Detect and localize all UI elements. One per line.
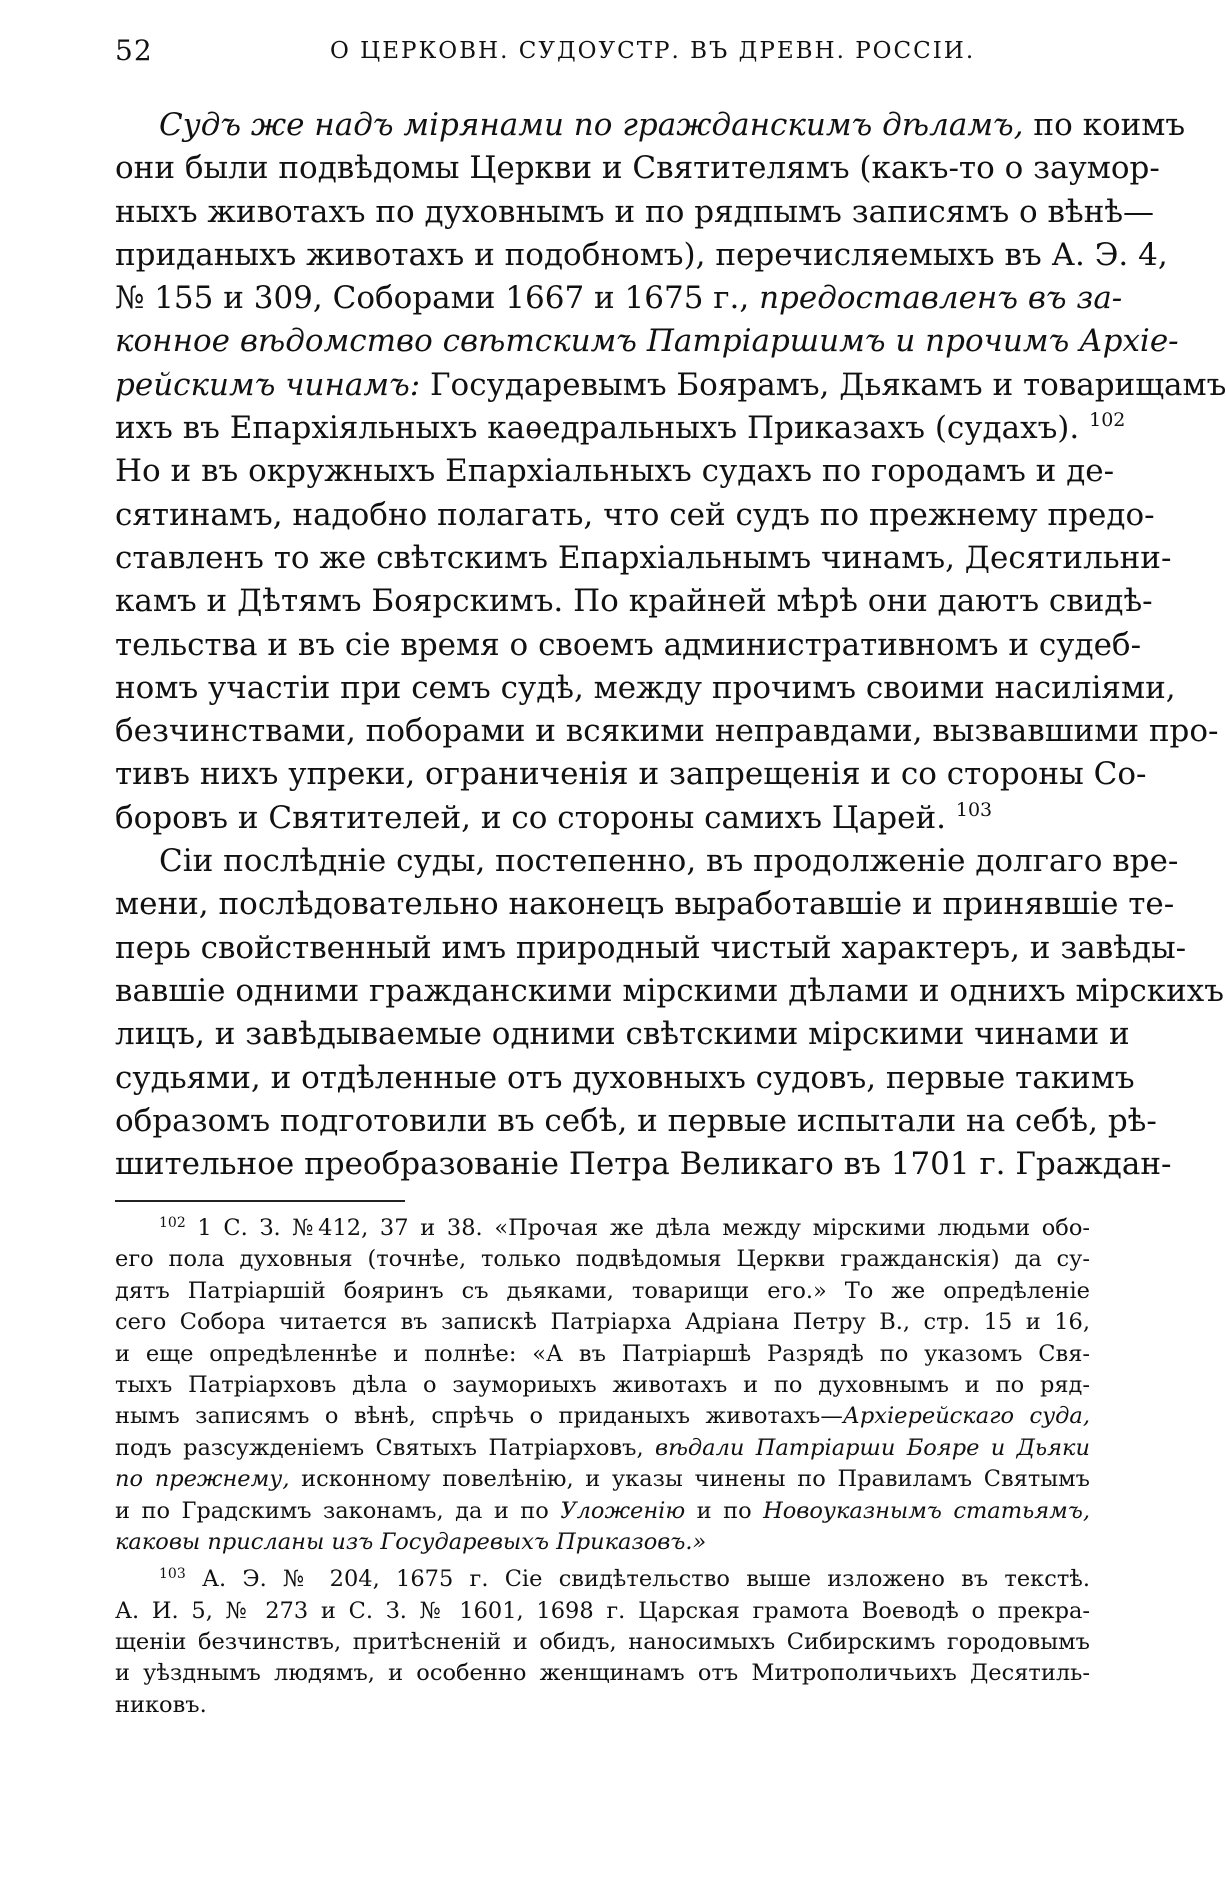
footnote-line: его пола духовныя (точнѣе, только подвѣдомыя Церкви гражданскія) да су-	[115, 1246, 1090, 1273]
text-fragment: исконному повелѣнію, и указы чинены по Правиламъ Святымъ	[289, 1466, 1090, 1493]
text-line: ныхъ животахъ по духовнымъ и по рядпымъ записямъ о вѣнѣ—	[115, 193, 1155, 230]
text-line: они были подвѣдомы Церкви и Святителямъ (какъ-то о заумор-	[115, 150, 1160, 187]
footnote-line	[115, 1213, 1090, 1244]
text-fragment: № 155 и 309, Соборами 1667 и 1675 г.,	[115, 280, 760, 317]
italic-phrase: по прежнему,	[115, 1466, 290, 1493]
text-fragment: и по	[685, 1497, 764, 1524]
text-fragment: подъ разсужденіемъ Святыхъ Патріарховъ,	[115, 1434, 655, 1461]
footnote-marker-102: 102	[159, 1215, 186, 1231]
footnote-103	[115, 1564, 1090, 1721]
text-fragment: по коимъ	[1023, 107, 1186, 143]
footnote-ref-102[interactable]: 102	[1089, 409, 1126, 432]
text-line: номъ участіи при семъ судѣ, между прочимъ своими насиліями,	[115, 669, 1176, 706]
text-line	[115, 364, 1226, 407]
footnote-line: тыхъ Патріарховъ дѣла о заумориыхъ животахъ и по духовнымъ и по ряд-	[115, 1371, 1090, 1398]
page-number: 52	[115, 34, 153, 67]
text-fragment: и по Градскимъ законамъ, да и по	[115, 1497, 561, 1524]
text-line: приданыхъ животахъ и подобномъ), перечисляемыхъ въ А. Э. 4,	[115, 236, 1168, 273]
footnote-line	[115, 1464, 1090, 1495]
footnote-marker-103: 103	[159, 1566, 186, 1583]
footnote-ref-103[interactable]: 103	[955, 798, 993, 821]
paragraph-1	[115, 104, 1226, 840]
footnote-line: каковы присланы изъ Государевыхъ Приказовъ.»	[115, 1528, 707, 1555]
footnote-line: щеніи безчинствъ, притѣсненій и обидъ, наносимыхъ Сибирскимъ городовымъ	[115, 1629, 1090, 1656]
italic-phrase: рейскимъ чинамъ:	[115, 366, 421, 403]
italic-phrase: Уложенію	[560, 1497, 686, 1524]
text-fragment: 1 С. З. №412, 37 и 38. «Прочая же дѣла между мірскими людьми обо-	[185, 1215, 1090, 1241]
text-fragment: Государевымъ Боярамъ, Дьякамъ и товарищамъ	[420, 366, 1226, 403]
text-line: сятинамъ, надобно полагать, что сей судъ по прежнему предо-	[115, 496, 1155, 533]
footnote-line	[115, 1401, 1090, 1432]
footnote-line: А. И. 5, № 273 и С. З. № 1601, 1698 г. Царская грамота Воеводѣ о прекра-	[115, 1597, 1090, 1624]
footnote-line: никовъ.	[115, 1691, 207, 1718]
footnote-line: и уѣзднымъ людямъ, и особенно женщинамъ отъ Митрополичьихъ Десятиль-	[115, 1660, 1090, 1687]
paragraph-2	[115, 840, 1224, 1186]
text-line	[115, 277, 1123, 320]
footnote-divider	[115, 1200, 405, 1202]
text-fragment: ихъ въ Епархіяльныхъ каѳедральныхъ Приказахъ (судахъ).	[115, 410, 1080, 447]
text-line	[115, 797, 1090, 840]
italic-phrase: вѣдали Патріарши Бояре и Дьяки	[654, 1434, 1090, 1461]
text-line	[115, 407, 1126, 450]
text-line: шительное преобразованіе Петра Великаго въ 1701 г. Граждан-	[115, 1146, 1172, 1183]
text-line: мени, послѣдовательно наконецъ выработавшіе и принявшіе те-	[115, 886, 1175, 923]
text-fragment: А. Э. № 204, 1675 г. Сіе свидѣтельство выше изложено въ текстѣ.	[185, 1566, 1090, 1593]
page-header	[115, 34, 1090, 74]
text-fragment: нымъ записямъ о вѣнѣ, спрѣчь о приданыхъ животахъ—	[115, 1403, 843, 1430]
footnote-line: сего Собора читается въ запискѣ Патріарха Адріана Петру В., стр. 15 и 16,	[115, 1309, 1090, 1336]
text-line: ставленъ то же свѣтскимъ Епархіальнымъ чинамъ, Десятильни-	[115, 539, 1172, 576]
text-line: лицъ, и завѣдываемые одними свѣтскими мірскими чинами и	[115, 1016, 1130, 1053]
main-text	[115, 104, 1226, 1186]
italic-phrase: Судъ же надъ мірянами по гражданскимъ дѣламъ,	[159, 107, 1024, 143]
text-line: Но и въ окружныхъ Епархіальныхъ судахъ по городамъ и де-	[115, 453, 1115, 490]
text-line: конное вѣдомство свѣтскимъ Патріаршимъ и прочимъ Архіе-	[115, 323, 1179, 360]
text-line: тивъ нихъ упреки, ограниченія и запрещенія и со стороны Со-	[115, 756, 1147, 793]
text-line	[115, 104, 1186, 147]
text-line: вавшіе одними гражданскими мірскими дѣлами и однихъ мірскихъ	[115, 972, 1224, 1009]
running-title: О ЦЕРКОВН. СУДОУСТР. ВЪ ДРЕВН. РОССІИ.	[330, 38, 976, 64]
text-line: судьями, и отдѣленные отъ духовныхъ судовъ, первые такимъ	[115, 1059, 1135, 1096]
footnote-line: и еще опредѣленнѣе и полнѣе: «А въ Патріаршѣ Разрядѣ по указомъ Свя-	[115, 1340, 1090, 1367]
text-line: перь свойственный имъ природный чистый характеръ, и завѣды-	[115, 929, 1187, 966]
italic-phrase: Архіерейскаго суда,	[842, 1403, 1090, 1430]
footnote-line	[115, 1496, 1090, 1527]
footnotes	[115, 1213, 1090, 1721]
text-line: тельства и въ сіе время о своемъ административномъ и судеб-	[115, 626, 1142, 663]
footnote-102	[115, 1213, 1090, 1558]
text-line: Сіи послѣдніе суды, постепенно, въ продолженіе долгаго вре-	[159, 843, 1179, 880]
footnote-line	[115, 1564, 1090, 1595]
italic-phrase: предоставленъ въ за-	[759, 280, 1123, 317]
text-line: образомъ подготовили въ себѣ, и первые испытали на себѣ, рѣ-	[115, 1102, 1157, 1139]
text-line: камъ и Дѣтямъ Боярскимъ. По крайней мѣрѣ они даютъ свидѣ-	[115, 583, 1153, 620]
footnote-line: дятъ Патріаршій бояринъ съ дьяками, товарищи его.» То же опредѣленіе	[115, 1277, 1090, 1304]
text-fragment: боровъ и Святителей, и со стороны самихъ Царей.	[115, 799, 946, 836]
italic-phrase: Новоуказнымъ статьямъ,	[763, 1497, 1090, 1524]
footnote-line	[115, 1433, 1090, 1464]
text-line: безчинствами, поборами и всякими неправдами, вызвавшими про-	[115, 713, 1219, 750]
